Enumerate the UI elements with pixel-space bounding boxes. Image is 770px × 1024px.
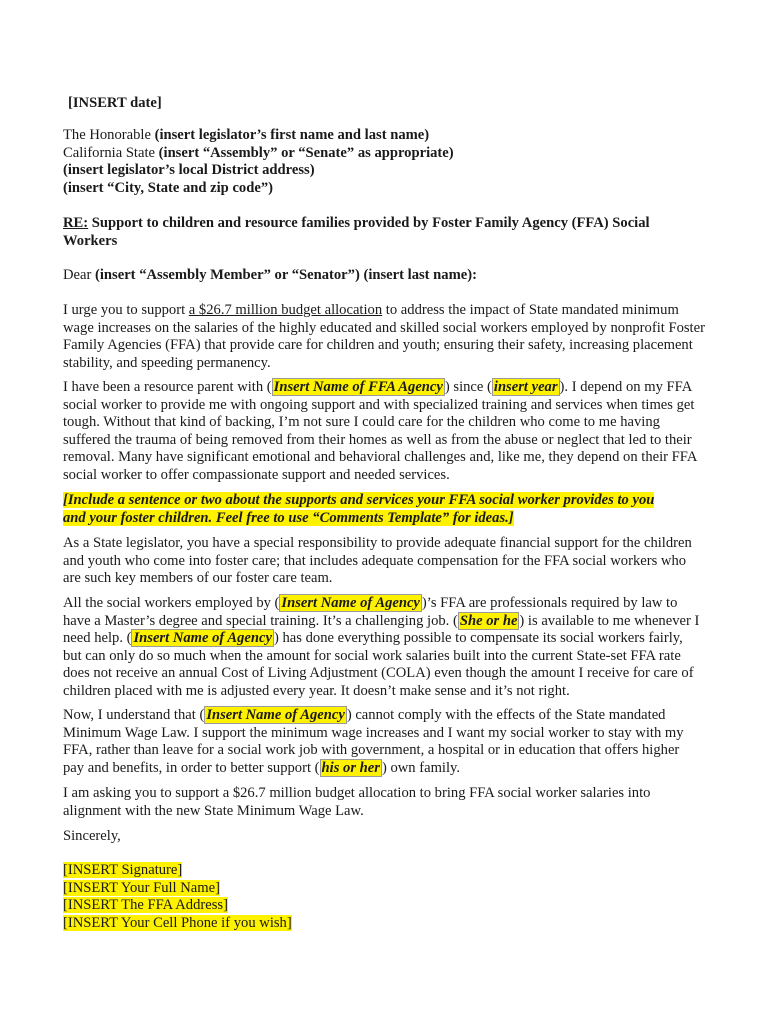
p2-line-5: removal. Many have significant emotional and behavioral challenges and, like me, they depend on their FFA bbox=[63, 449, 698, 466]
p6-text-b: ) cannot comply with the effects of the State mandated bbox=[346, 707, 666, 723]
p1-line-1 bbox=[63, 302, 713, 320]
year-placeholder: insert year bbox=[493, 379, 558, 395]
p2-line-6: social worker to offer compassionate support and needed services. bbox=[63, 466, 450, 483]
ffa-agency-placeholder: Insert Name of FFA Agency bbox=[273, 379, 443, 395]
address-line-2 bbox=[63, 145, 713, 163]
p4-line-2: and youth who come into foster care; that includes adequate compensation for the FFA social workers who bbox=[63, 552, 687, 569]
paragraph-3-instruction bbox=[63, 492, 713, 527]
date-line bbox=[68, 95, 718, 113]
p5-text-e: need help. ( bbox=[63, 630, 132, 647]
re-label: RE: bbox=[63, 215, 89, 231]
p3-line-1 bbox=[63, 492, 713, 510]
recipient-address bbox=[63, 127, 713, 197]
p2-line-3: tough. Without that kind of backing, I’m not sure I could care for the children who come to me having bbox=[63, 414, 660, 431]
p6-line-3: FFA, rather than leave for a social work job with government, a hospital or in education that offers higher bbox=[63, 742, 680, 759]
p5-text-b: )’s FFA are professionals required by law to bbox=[421, 595, 678, 611]
paragraph-5 bbox=[63, 595, 713, 701]
paragraph-4 bbox=[63, 535, 713, 588]
agency-name-placeholder-3: Insert Name of Agency bbox=[206, 707, 345, 723]
dear-text: Dear bbox=[63, 267, 96, 283]
budget-allocation-link[interactable]: a $26.7 million budget allocation bbox=[188, 302, 383, 318]
p6-text-c: pay and benefits, in order to better support ( bbox=[63, 759, 320, 776]
agency-name-placeholder: Insert Name of Agency bbox=[281, 595, 420, 611]
p1-text-b: to address the impact of State mandated minimum bbox=[382, 302, 679, 318]
full-name-placeholder: [INSERT Your Full Name] bbox=[63, 879, 220, 896]
cell-phone-line bbox=[63, 915, 713, 933]
p6-line-4 bbox=[63, 760, 713, 778]
closing-text: Sincerely, bbox=[63, 828, 121, 844]
address-line-3: (insert legislator’s local District address) bbox=[63, 162, 315, 179]
p7-line-1: I am asking you to support a $26.7 million budget allocation to bring FFA social worker salaries into bbox=[63, 785, 651, 801]
p2-text-a: I have been a resource parent with ( bbox=[63, 379, 272, 395]
pronoun-placeholder: She or he bbox=[459, 612, 518, 629]
p5-line-1 bbox=[63, 595, 713, 613]
p1-text-a: I urge you to support bbox=[63, 302, 189, 318]
paragraph-2 bbox=[63, 379, 713, 485]
agency-name-placeholder-2: Insert Name of Agency bbox=[133, 630, 272, 647]
p3-line-2 bbox=[63, 510, 713, 528]
paragraph-1 bbox=[63, 302, 713, 372]
p4-line-1: As a State legislator, you have a special responsibility to provide adequate financial support for the children bbox=[63, 535, 692, 551]
p5-line-4: but can only do so much when the amount for social work salaries built into the current State-set FFA rate bbox=[63, 647, 681, 664]
p5-line-3 bbox=[63, 630, 713, 648]
subject-line bbox=[63, 215, 713, 250]
paragraph-6 bbox=[63, 707, 713, 777]
legislator-name-placeholder: (insert legislator’s first name and last name) bbox=[154, 127, 430, 143]
p7-line-2: alignment with the new State Minimum Wage Law. bbox=[63, 802, 364, 819]
p5-text-c: have a Master’s degree and special training. It’s a challenging job. ( bbox=[63, 612, 458, 629]
p5-text-d: ) is available to me whenever I bbox=[519, 612, 700, 629]
paragraph-7 bbox=[63, 785, 713, 820]
p4-line-3: are such key members of our foster care team. bbox=[63, 570, 333, 587]
address-line-4: (insert “City, State and zip code”) bbox=[63, 179, 273, 196]
p5-line-6: children placed with me is adjusted every year. It doesn’t make sense and it’s not right. bbox=[63, 682, 570, 699]
chamber-placeholder: (insert “Assembly” or “Senate” as appropriate) bbox=[158, 144, 454, 161]
p2-line-2: social worker to provide me with ongoing support and with specialized training and services when times get bbox=[63, 396, 695, 413]
signature-placeholder: [INSERT Signature] bbox=[63, 862, 183, 878]
p6-text-d: ) own family. bbox=[381, 759, 461, 776]
p5-text-a: All the social workers employed by ( bbox=[63, 595, 280, 611]
salutation-placeholder: (insert “Assembly Member” or “Senator”) (insert last name): bbox=[95, 267, 477, 283]
honorable-text: The Honorable bbox=[63, 127, 155, 143]
address-line-1 bbox=[63, 127, 713, 145]
p6-text-a: Now, I understand that ( bbox=[63, 707, 205, 723]
california-state-text: California State bbox=[63, 144, 159, 161]
p6-line-1 bbox=[63, 707, 713, 725]
subject-line-1 bbox=[63, 215, 713, 233]
p5-line-5: does not receive an annual Cost of Living Adjustment (COLA) even though the amount I receive for care of bbox=[63, 665, 694, 682]
salutation-line bbox=[63, 267, 713, 285]
p3-text-1: [Include a sentence or two about the supports and services your FFA social worker provides to you bbox=[63, 492, 655, 508]
date-text: [INSERT date] bbox=[68, 95, 162, 111]
signature-block bbox=[63, 862, 713, 932]
ffa-address-placeholder: [INSERT The FFA Address] bbox=[63, 897, 228, 914]
p5-line-2 bbox=[63, 613, 713, 631]
p2-text-c: ). I depend on my FFA bbox=[559, 379, 693, 395]
p1-line-3: Family Agencies (FFA) that provide care for children and youth; ensuring their safety, increasing placement bbox=[63, 337, 693, 354]
subject-text: Support to children and resource families provided by Foster Family Agency (FFA) Social bbox=[88, 215, 650, 231]
p1-line-4: stability, and speeding permanency. bbox=[63, 354, 271, 371]
p1-line-2: wage increases on the salaries of the highly educated and skilled social workers employed by nonprofit Foster bbox=[63, 319, 705, 336]
p2-line-1 bbox=[63, 379, 713, 397]
signature-line bbox=[63, 862, 713, 880]
pronoun-placeholder-2: his or her bbox=[321, 759, 380, 776]
cell-phone-placeholder: [INSERT Your Cell Phone if you wish] bbox=[63, 914, 292, 931]
p2-line-4: suffered the trauma of being removed from their homes as well as from the abuse or neglect that led to their bbox=[63, 431, 692, 448]
salutation bbox=[63, 267, 713, 285]
p5-text-f: ) has done everything possible to compensate its social workers fairly, bbox=[273, 630, 683, 647]
p2-text-b: ) since ( bbox=[444, 379, 492, 395]
p6-line-2: Minimum Wage Law. I support the minimum wage increases and I want my social worker to stay with my bbox=[63, 724, 684, 741]
closing bbox=[63, 828, 713, 846]
full-name-line bbox=[63, 880, 713, 898]
p3-text-2: and your foster children. Feel free to use “Comments Template” for ideas.] bbox=[63, 509, 514, 526]
subject-line-2: Workers bbox=[63, 232, 118, 249]
ffa-address-line bbox=[63, 897, 713, 915]
